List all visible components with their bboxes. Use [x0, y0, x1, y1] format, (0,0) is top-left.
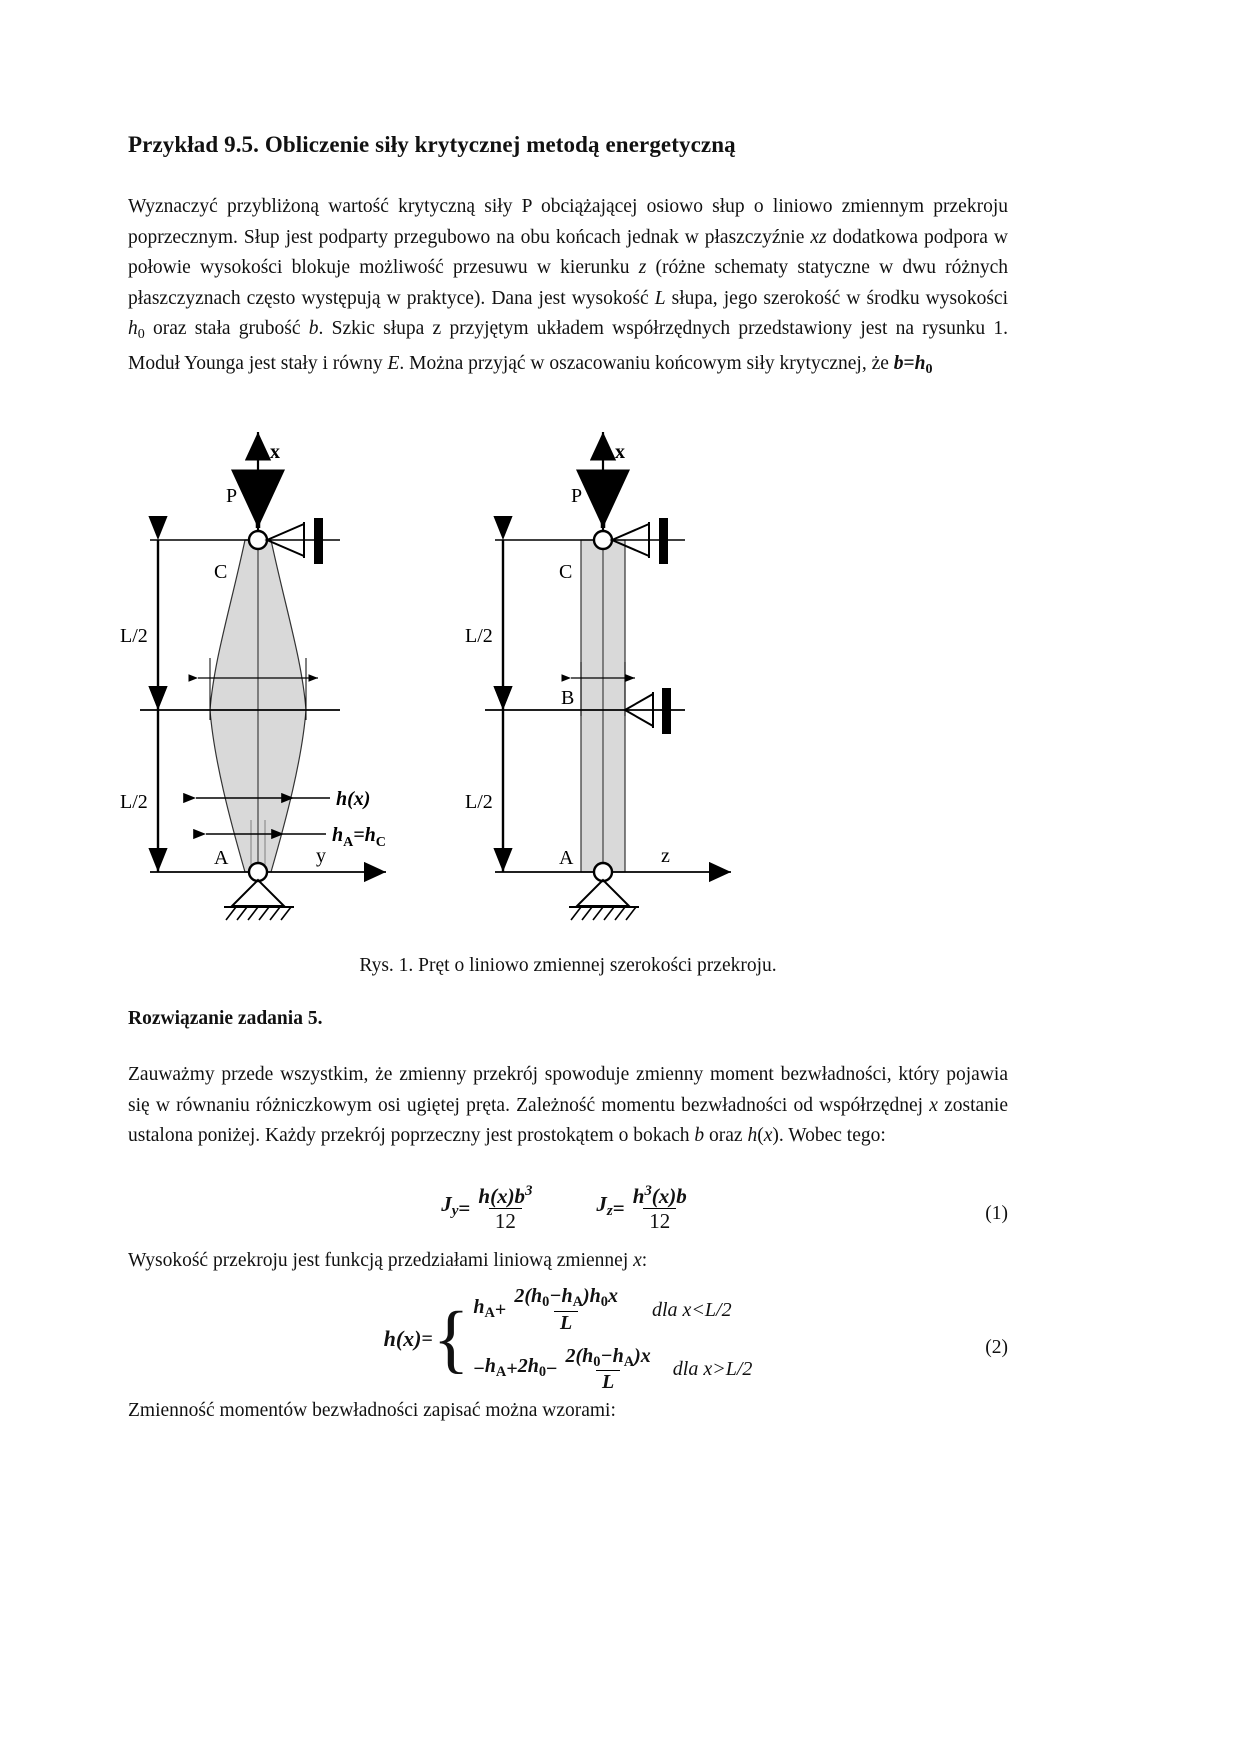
eq2-b2-denominator: L	[596, 1370, 620, 1394]
figure-diagram	[118, 420, 1018, 940]
eq1-jz-fraction	[627, 1183, 693, 1233]
equation-2-row	[128, 1285, 1008, 1394]
eq2-brace: {	[432, 1297, 470, 1382]
line-after-eq1: Wysokość przekroju jest funkcją przedziałami liniową zmiennej x:	[128, 1250, 648, 1271]
x-axis-label-left: x	[270, 441, 280, 463]
eq1-jy-fraction	[472, 1183, 538, 1233]
dim-label-upper-right: L/2	[465, 625, 493, 647]
beam-figure-svg	[118, 420, 1018, 940]
eq2-branches	[473, 1285, 752, 1394]
support-triangle-bottom-left	[232, 880, 284, 906]
point-label-b-right: B	[561, 687, 575, 709]
eq2-lhs: h(x)	[383, 1326, 422, 1352]
eq2-b1-plus: +	[494, 1298, 507, 1321]
eq2-equals: =	[421, 1328, 433, 1351]
equation-1-number: (1)	[985, 1203, 1008, 1224]
support-wall-mid-right	[662, 688, 671, 734]
eq1-jz	[596, 1183, 694, 1233]
ground-hatch-left	[226, 907, 291, 920]
eq2-b1-fraction	[508, 1285, 624, 1335]
point-label-c-left: C	[214, 561, 228, 583]
pin-node-bottom-left	[249, 863, 267, 881]
point-label-a-left: A	[214, 847, 229, 869]
force-label-right: P	[571, 485, 583, 507]
eq1-jy-numerator: $h(x)b^3$	[478, 1183, 533, 1209]
pin-node-bottom-right	[594, 863, 612, 881]
eq1-jz-denominator: 12	[643, 1208, 676, 1233]
dim-label-upper-left: L/2	[120, 625, 148, 647]
eq2-b1-ha: $h_A$	[473, 1295, 495, 1321]
eq2-b2-two-h0: $2h_0$	[517, 1355, 547, 1381]
x-axis-label-right: x	[615, 441, 625, 463]
equation-2-number: (2)	[985, 1337, 1008, 1358]
pin-node-top-right	[594, 531, 612, 549]
pin-node-top-left	[249, 531, 267, 549]
section-heading: Rozwiązanie zadania 5.	[128, 1008, 323, 1029]
solution-paragraph: Zauważmy przede wszystkim, że zmienny przekrój spowoduje zmienny moment bezwładności, który pojawia się w równaniu różniczkowym osi ugiętej pręta. Zależność momentu bezwładności od współrzędnej x zostanie ustalona poniżej. Każdy przekrój poprzeczny jest prostokątem o bokach b oraz h(x). Wobec tego:	[128, 1064, 1008, 1146]
page-title: Przykład 9.5. Obliczenie siły krytycznej metodą energetyczną	[128, 132, 736, 157]
eq2-branch-1	[473, 1285, 752, 1335]
eq1-jy-symbol: $J_y$	[441, 1192, 459, 1220]
support-triangle-bottom-right	[577, 880, 629, 906]
equation-1-row	[128, 1183, 1008, 1233]
eq2-branch-2	[473, 1345, 752, 1395]
right-diagram	[465, 432, 731, 920]
dim-label-lower-right: L/2	[465, 791, 493, 813]
point-label-a-right: A	[559, 847, 574, 869]
eq1-jy	[441, 1183, 540, 1233]
dim-label-lower-left: L/2	[120, 791, 148, 813]
left-diagram	[120, 432, 386, 920]
equation-1	[128, 1183, 1008, 1233]
z-axis-label-right: z	[661, 845, 670, 867]
eq1-jy-denominator: 12	[489, 1208, 522, 1233]
intro-paragraph: Wyznaczyć przybliżoną wartość krytyczną siły P obciążającej osiowo słup o liniowo zmiennym przekroju poprzecznym. Słup jest podparty przegubowo na obu końcach jednak w płaszczyźnie xz dodatkowa podpora w połowie wysokości blokuje możliwość przesuwu w kierunku z (różne schematy statyczne w dwu różnych płaszczyznach często występują w praktyce). Dana jest wysokość L słupa, jego szerokość w środku wysokości $h_0$ oraz stała grubość b. Szkic słupa z przyjętym układem współrzędnych przedstawiony jest na rysunku 1. Moduł Younga jest stały i równy E. Można przyjąć w oszacowaniu końcowym siły krytycznej, że $b=h_0$	[128, 196, 1009, 378]
eq1-equals-2: =	[612, 1195, 625, 1220]
eq2-b2-fraction	[559, 1345, 656, 1395]
equation-2	[128, 1285, 1008, 1394]
eq2-b2-minus: −	[546, 1358, 558, 1381]
line-after-eq2: Zmienność momentów bezwładności zapisać można wzorami:	[128, 1400, 616, 1421]
ground-hatch-right	[571, 907, 636, 920]
eq1-jz-symbol: $J_z$	[596, 1192, 613, 1220]
y-axis-label-left: y	[316, 845, 326, 867]
width-label-hx-left: h(x)	[336, 788, 371, 810]
point-label-c-right: C	[559, 561, 573, 583]
eq1-jz-numerator: $h^3(x)b$	[632, 1183, 687, 1209]
support-wall-top-right	[659, 518, 668, 564]
eq2-b2-numerator: $2(h_0-h_A)x$	[565, 1344, 651, 1370]
width-label-ha-left: $h_A=h_C$	[332, 824, 386, 850]
eq2-b2-condition: dla x>L/2	[672, 1358, 753, 1381]
force-label-left: P	[226, 485, 238, 507]
support-wall-top-left	[314, 518, 323, 564]
eq2-b2-plus: +	[506, 1358, 518, 1381]
eq2-b1-condition: dla x<L/2	[651, 1298, 732, 1321]
eq2-b1-denominator: L	[554, 1311, 578, 1335]
eq1-equals-1: =	[458, 1195, 471, 1220]
eq2-b1-numerator: $2(h_0-h_A)h_0x$	[514, 1285, 618, 1311]
figure-caption: Rys. 1. Pręt o liniowo zmiennej szerokości przekroju.	[359, 955, 777, 976]
eq2-b2-lead-minus: −	[473, 1358, 485, 1381]
eq2-b2-ha: $h_A$	[484, 1355, 507, 1381]
